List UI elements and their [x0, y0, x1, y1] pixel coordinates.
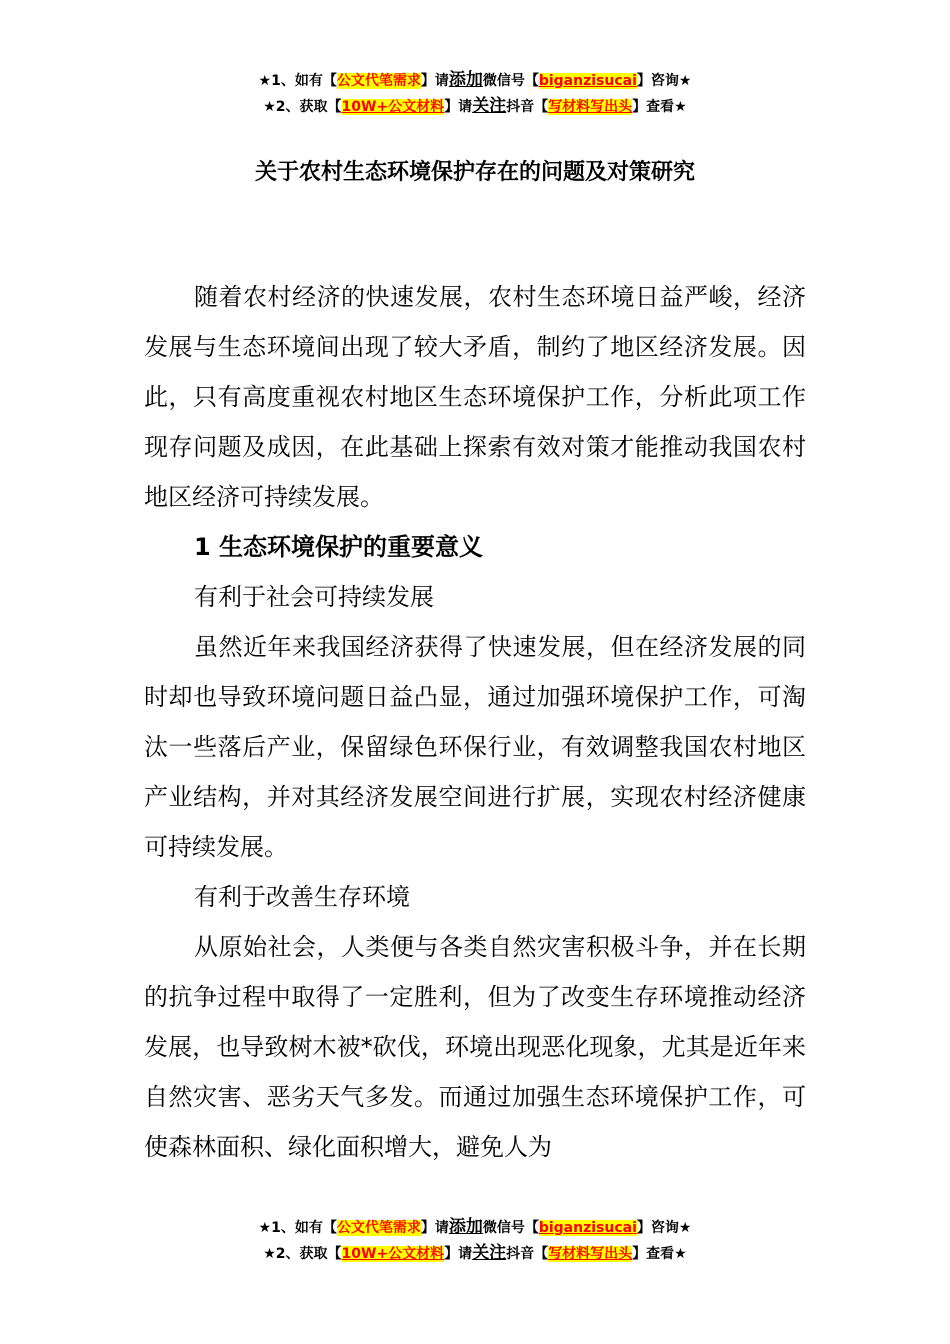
promo-text: 抖音【: [506, 1246, 549, 1262]
promo-banner-top: [0, 68, 950, 120]
douyin-account-highlight: 写材料写出头: [548, 99, 633, 115]
promo-text: 】查看★: [632, 99, 687, 115]
promo-highlight: 公文代笔需求: [336, 73, 421, 89]
promo-highlight: 公文代笔需求: [336, 1220, 421, 1236]
document-title: 关于农村生态环境保护存在的问题及对策研究: [254, 160, 695, 185]
promo-text: ★2、获取【: [263, 1246, 342, 1262]
promo-text: 微信号【: [482, 1220, 539, 1236]
promo-line-1: [0, 1215, 950, 1241]
promo-text: 】咨询★: [636, 73, 692, 89]
promo-text: 】咨询★: [636, 1220, 692, 1236]
promo-text: 】查看★: [632, 1246, 687, 1262]
body-paragraph: 随着农村经济的快速发展，农村生态环境日益严峻，经济发展与生态环境间出现了较大矛盾，制约了地区经济发展。因此，只有高度重视农村地区生态环境保护工作，分析此项工作现存问题及成因，在此基础上探索有效对策才能推动我国农村地区经济可持续发展。: [144, 283, 806, 511]
promo-emphasis: 关注: [472, 96, 507, 116]
document-body: [144, 272, 806, 1172]
body-paragraph: 从原始社会，人类便与各类自然灾害积极斗争，并在长期的抗争过程中取得了一定胜利，但为了改变生存环境推动经济发展，也导致树木被*砍伐，环境出现恶化现象，尤其是近年来自然灾害、恶劣天气多发。而通过加强生态环境保护工作，可使森林面积、绿化面积增大，避免人为: [144, 933, 806, 1161]
promo-text: 】请: [444, 1246, 473, 1262]
promo-text: 】请: [444, 99, 473, 115]
promo-line-2: [0, 1241, 950, 1267]
promo-text: 微信号【: [482, 73, 539, 89]
promo-line-2: [0, 94, 950, 120]
promo-highlight: 10W+公文材料: [341, 99, 445, 115]
wechat-id-highlight: biganzisucai: [538, 1220, 637, 1236]
promo-emphasis: 关注: [472, 1243, 507, 1263]
promo-text: ★2、获取【: [263, 99, 342, 115]
douyin-account-highlight: 写材料写出头: [548, 1246, 633, 1262]
promo-emphasis: 添加: [448, 1217, 483, 1237]
body-paragraph: 虽然近年来我国经济获得了快速发展，但在经济发展的同时却也导致环境问题日益凸显，通过加强环境保护工作，可淘汰一些落后产业，保留绿色环保行业，有效调整我国农村地区产业结构，并对其经济发展空间进行扩展，实现农村经济健康可持续发展。: [144, 633, 806, 861]
promo-banner-bottom: [0, 1215, 950, 1267]
subsection-heading: 有利于社会可持续发展: [194, 583, 434, 611]
promo-line-1: [0, 68, 950, 94]
promo-highlight: 10W+公文材料: [341, 1246, 445, 1262]
subsection-heading: 有利于改善生存环境: [194, 883, 410, 911]
wechat-id-highlight: biganzisucai: [538, 73, 637, 89]
promo-text: 抖音【: [506, 99, 549, 115]
promo-emphasis: 添加: [448, 70, 483, 90]
promo-text: 】请: [420, 1220, 449, 1236]
promo-text: ★1、如有【: [258, 1220, 337, 1236]
promo-text: ★1、如有【: [258, 73, 337, 89]
section-heading: 1 生态环境保护的重要意义: [194, 533, 484, 561]
promo-text: 】请: [420, 73, 449, 89]
